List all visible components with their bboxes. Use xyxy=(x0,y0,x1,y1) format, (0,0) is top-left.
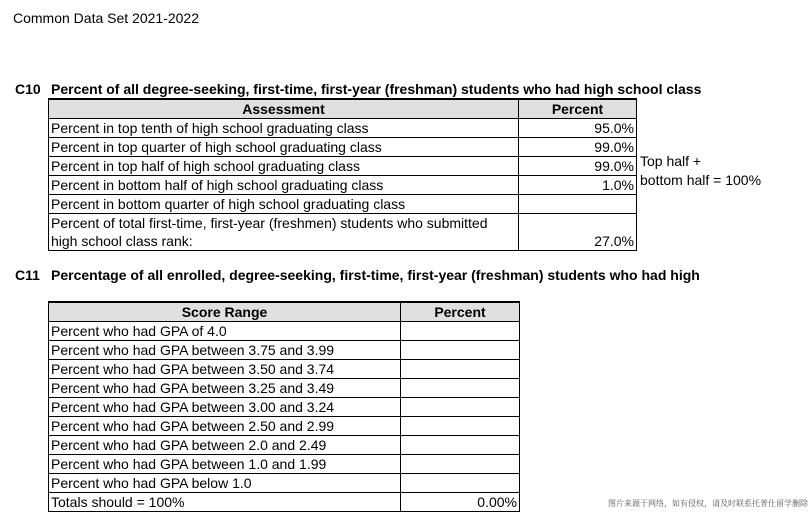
c11-header-score-range: Score Range xyxy=(49,302,401,322)
row-label: Percent who had GPA of 4.0 xyxy=(49,322,401,341)
c10-note-line1: Top half + xyxy=(640,153,702,169)
row-value xyxy=(401,398,520,417)
c10-code: C10 xyxy=(15,81,41,97)
row-value xyxy=(401,360,520,379)
table-row xyxy=(49,341,520,360)
row-value xyxy=(401,341,520,360)
table-row xyxy=(49,379,520,398)
c10-heading-text: Percent of all degree-seeking, first-time, first-year (freshman) students who had high school class xyxy=(51,81,702,97)
table-row xyxy=(49,493,520,512)
row-label: Percent who had GPA between 3.75 and 3.99 xyxy=(49,341,401,360)
row-value: 0.00% xyxy=(401,493,520,512)
row-value xyxy=(401,322,520,341)
row-label: Percent who had GPA between 3.00 and 3.24 xyxy=(49,398,401,417)
row-value xyxy=(401,379,520,398)
row-label: Percent who had GPA between 2.50 and 2.99 xyxy=(49,417,401,436)
table-row xyxy=(49,474,520,493)
row-value xyxy=(401,417,520,436)
row-value xyxy=(401,474,520,493)
c10-table xyxy=(48,98,637,251)
row-label: Percent in top quarter of high school graduating class xyxy=(49,138,519,157)
c11-header-percent: Percent xyxy=(401,302,520,322)
row-value: 99.0% xyxy=(519,157,637,176)
c11-code: C11 xyxy=(15,267,40,283)
table-row xyxy=(49,195,637,214)
row-value: 27.0% xyxy=(519,214,637,251)
table-row xyxy=(49,417,520,436)
table-row xyxy=(49,455,520,474)
row-label: Percent in bottom quarter of high school graduating class xyxy=(49,195,519,214)
document-title: Common Data Set 2021-2022 xyxy=(13,10,199,26)
row-value: 95.0% xyxy=(519,119,637,138)
row-label: Percent in bottom half of high school graduating class xyxy=(49,176,519,195)
row-label: Percent in top tenth of high school graduating class xyxy=(49,119,519,138)
row-value: 99.0% xyxy=(519,138,637,157)
c11-heading-text: Percentage of all enrolled, degree-seeking, first-time, first-year (freshman) students who had high xyxy=(51,267,700,283)
table-row xyxy=(49,138,637,157)
table-row xyxy=(49,398,520,417)
table-row xyxy=(49,119,637,138)
table-row xyxy=(49,436,520,455)
row-label: Percent of total first-time, first-year (freshmen) students who submitted high school class rank: xyxy=(49,214,519,251)
row-value xyxy=(401,436,520,455)
c10-header-percent: Percent xyxy=(519,99,637,119)
table-row xyxy=(49,360,520,379)
c10-heading xyxy=(15,81,701,97)
table-row xyxy=(49,176,637,195)
row-value: 1.0% xyxy=(519,176,637,195)
row-label: Totals should = 100% xyxy=(49,493,401,512)
c11-heading xyxy=(15,267,700,283)
watermark: 图片来源于网络，如有侵权，请及时联系托普仕留学删除 xyxy=(608,499,808,508)
row-value xyxy=(519,195,637,214)
c11-table xyxy=(48,301,520,512)
c10-note-line2: bottom half = 100% xyxy=(640,172,762,188)
row-label: Percent who had GPA between 1.0 and 1.99 xyxy=(49,455,401,474)
row-value xyxy=(401,455,520,474)
c10-header-assessment: Assessment xyxy=(49,99,519,119)
row-label: Percent who had GPA between 3.25 and 3.49 xyxy=(49,379,401,398)
row-label: Percent in top half of high school graduating class xyxy=(49,157,519,176)
row-label: Percent who had GPA between 3.50 and 3.74 xyxy=(49,360,401,379)
table-row xyxy=(49,157,637,176)
table-row xyxy=(49,322,520,341)
row-label: Percent who had GPA between 2.0 and 2.49 xyxy=(49,436,401,455)
row-label: Percent who had GPA below 1.0 xyxy=(49,474,401,493)
table-row xyxy=(49,214,637,251)
